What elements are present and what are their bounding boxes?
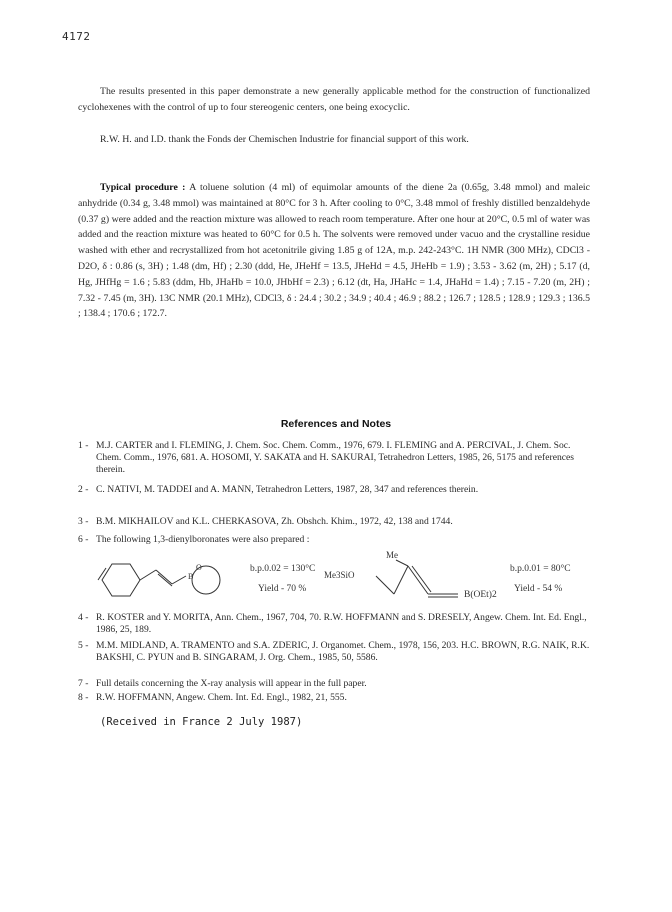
reference-number: 2 -	[78, 484, 89, 495]
reference-text: C. NATIVI, M. TADDEI and A. MANN, Tetrahedron Letters, 1987, 28, 347 and references therein.	[96, 484, 479, 495]
typical-procedure-body: A toluene solution (4 ml) of equimolar amounts of the diene 2a (0.65g, 3.48 mmol) and maleic anhydride (0.34 g, 3.48 mmol) was maintained at 80°C for 3 h. After cooling to 0°C, 3.48 mmol of freshly distilled benzaldehyde (0.37 g) were added and the reaction mixture was allowed to reach room temperature. After one hour at 20°C, 0.5 ml of water was added and the reaction mixture was heated to 60°C for 0.5 h. The solvents were removed under vacuo and the crystalline residue washed with ether and recrystallized from hot acetonitrile giving 1.85 g of 12A, m.p. 242-243°C. 1H NMR (300 MHz), CDCl3 - D2O, δ : 0.86 (s, 3H) ; 1.48 (dm, Hf) ; 2.30 (ddd, He, JHeHf = 13.5, JHeHd = 4.5, JHeHb = 1.9) ; 3.53 - 3.62 (m, 2H) ; 5.17 (d, Hg, JHfHg = 1.6 ; 5.83 (ddm, Hb, JHaHb = 10.0, JHbHf = 2.3) ; 6.12 (dt, Ha, JHaHc = 1.4, JHaHd = 1.4) ; 7.15 - 7.20 (m, 2H) ; 7.32 - 7.45 (m, 3H). 13C NMR (20.1 MHz), CDCl3, δ : 24.4 ; 30.2 ; 34.9 ; 40.4 ; 46.9 ; 88.2 ; 126.7 ; 128.5 ; 128.9 ; 129.3 ; 136.5 ; 138.4 ; 170.6 ; 172.7.	[78, 182, 591, 320]
reference-number: 8 -	[78, 692, 89, 703]
left-boron-label: B	[188, 572, 194, 581]
typical-procedure-label: Typical procedure :	[100, 182, 186, 193]
reference-text: R. KOSTER and Y. MORITA, Ann. Chem., 1967, 704, 70. R.W. HOFFMANN and S. DRESELY, Angew. Chem. Int. Ed. Engl., 1986, 25, 189.	[96, 612, 587, 635]
reference-6	[78, 534, 590, 546]
reference-5	[78, 640, 590, 664]
typical-procedure-text	[78, 180, 590, 322]
reference-number: 1 -	[78, 440, 89, 451]
reference-text: B.M. MIKHAILOV and K.L. CHERKASOVA, Zh. Obshch. Khim., 1972, 42, 138 and 1744.	[96, 516, 453, 527]
reference-number: 5 -	[78, 640, 89, 651]
reference-number: 6 -	[78, 534, 89, 545]
reference-2	[78, 484, 590, 496]
reference-number: 4 -	[78, 612, 89, 623]
reference-3	[78, 516, 590, 528]
reference-7	[78, 678, 590, 690]
right-bp: b.p.0.01 = 80°C	[510, 564, 571, 574]
reference-text: M.J. CARTER and I. FLEMING, J. Chem. Soc. Chem. Comm., 1976, 679. I. FLEMING and A. PERCIVAL, J. Chem. Soc. Chem. Comm., 1976, 681. A. HOSOMI, Y. SAKATA and H. SAKURAI, Tetrahedron Letters, 1985, 26, 5175 and references therein.	[96, 440, 575, 475]
references-heading: References and Notes	[280, 418, 392, 430]
reference-text: M.M. MIDLAND, A. TRAMENTO and S.A. ZDERIC, J. Organomet. Chem., 1978, 156, 203. H.C. BROWN, R.G. NAIK, R.K. BAKSHI, C. PYUN and B. SINGARAM, J. Org. Chem., 1985, 50, 5586.	[96, 640, 590, 663]
reference-1	[78, 440, 590, 476]
silyl-label: Me3SiO	[324, 570, 355, 580]
intro-paragraph	[78, 84, 590, 116]
oxygen-label: O	[196, 563, 202, 572]
dienylboronate-scheme	[78, 546, 608, 608]
typical-procedure	[78, 180, 590, 322]
reference-text: R.W. HOFFMANN, Angew. Chem. Int. Ed. Engl., 1982, 21, 555.	[96, 692, 347, 703]
reference-number: 3 -	[78, 516, 89, 527]
boron-ester-label: B(OEt)2	[464, 590, 497, 600]
reference-8	[78, 692, 590, 704]
left-bp: b.p.0.02 = 130°C	[250, 564, 316, 574]
acknowledgment-text: R.W. H. and I.D. thank the Fonds der Chemischen Industrie for financial support of this work.	[100, 134, 469, 145]
page-number: 4172	[62, 30, 91, 43]
intro-text: The results presented in this paper demonstrate a new generally applicable method for the construction of functionalized cyclohexenes with the control of up to four stereogenic centers, one being exocyclic.	[78, 86, 590, 113]
reference-text: The following 1,3-dienylboronates were also prepared :	[96, 534, 310, 545]
acknowledgment-paragraph	[78, 132, 590, 148]
reference-number: 7 -	[78, 678, 89, 689]
methyl-label: Me	[386, 550, 398, 560]
right-yield: Yield - 54 %	[514, 584, 563, 594]
silyl-diene-structure	[376, 560, 458, 597]
left-yield: Yield - 70 %	[258, 584, 307, 594]
reference-text: Full details concerning the X-ray analysis will appear in the full paper.	[96, 678, 367, 689]
received-date: (Received in France 2 July 1987)	[100, 716, 303, 728]
reference-4	[78, 612, 590, 636]
